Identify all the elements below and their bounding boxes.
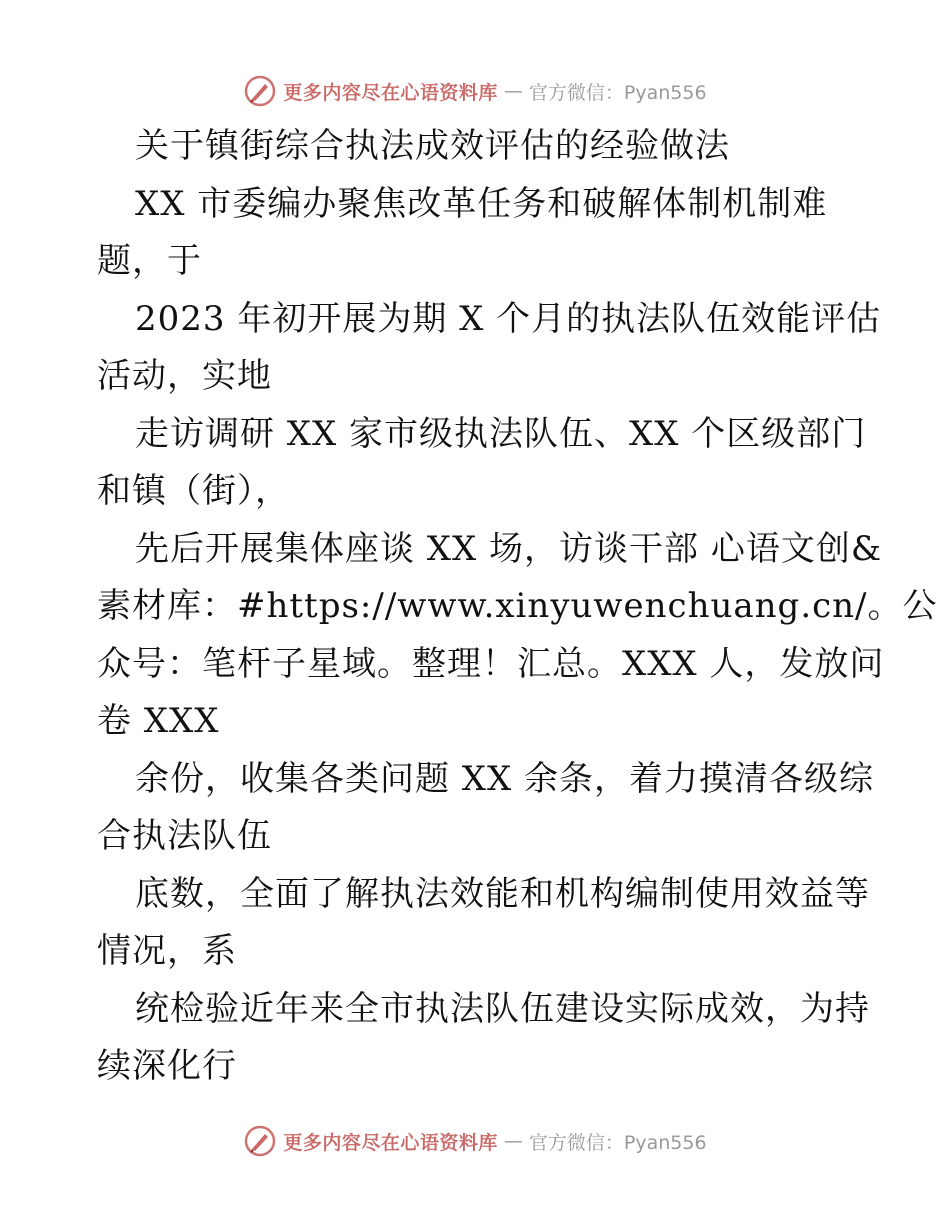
- watermark-contact: 官方微信：Pyan556: [528, 1131, 707, 1154]
- document-body: [97, 118, 938, 1096]
- text-line: 卷 XXX: [97, 701, 220, 741]
- watermark-text: 更多内容尽在心语资料库: [283, 81, 498, 104]
- text-line: 2023 年初开展为期 X 个月的执法队伍效能评估: [135, 298, 882, 339]
- document-title: 关于镇街综合执法成效评估的经验做法: [135, 126, 730, 166]
- text-line: 先后开展集体座谈 XX 场，访谈干部 心语文创&: [135, 528, 883, 569]
- watermark-text: 更多内容尽在心语资料库: [283, 1131, 498, 1154]
- text-line: 活动，实地: [97, 356, 272, 396]
- text-line: XX 市委编办聚焦改革任务和破解体制机制难: [135, 183, 828, 224]
- text-line: 素材库：#https://www.xinyuwenchuang.cn/。公: [97, 586, 938, 626]
- text-line: 底数，全面了解执法效能和机构编制使用效益等: [135, 873, 870, 914]
- quill-pen-logo-icon: [243, 74, 277, 108]
- text-line: 续深化行: [97, 1046, 237, 1086]
- text-line: 合执法队伍: [97, 816, 272, 856]
- text-line: 众号：笔杆子星域。整理！汇总。XXX 人，发放问: [97, 643, 885, 684]
- watermark-separator: —: [503, 1130, 523, 1152]
- text-line: 统检验近年来全市执法队伍建设实际成效，为持: [135, 988, 870, 1029]
- text-line: 和镇（街），: [97, 471, 290, 511]
- text-line: 走访调研 XX 家市级执法队伍、XX 个区级部门: [135, 413, 867, 454]
- text-line: 情况，系: [97, 931, 237, 971]
- quill-pen-logo-icon: [243, 1124, 277, 1158]
- watermark-contact: 官方微信：Pyan556: [528, 81, 707, 104]
- text-line: 余份，收集各类问题 XX 余条，着力摸清各级综: [135, 758, 875, 799]
- footer-watermark: [0, 1121, 950, 1161]
- header-watermark: [0, 71, 950, 111]
- text-line: 题，于: [97, 241, 202, 281]
- watermark-separator: —: [503, 80, 523, 102]
